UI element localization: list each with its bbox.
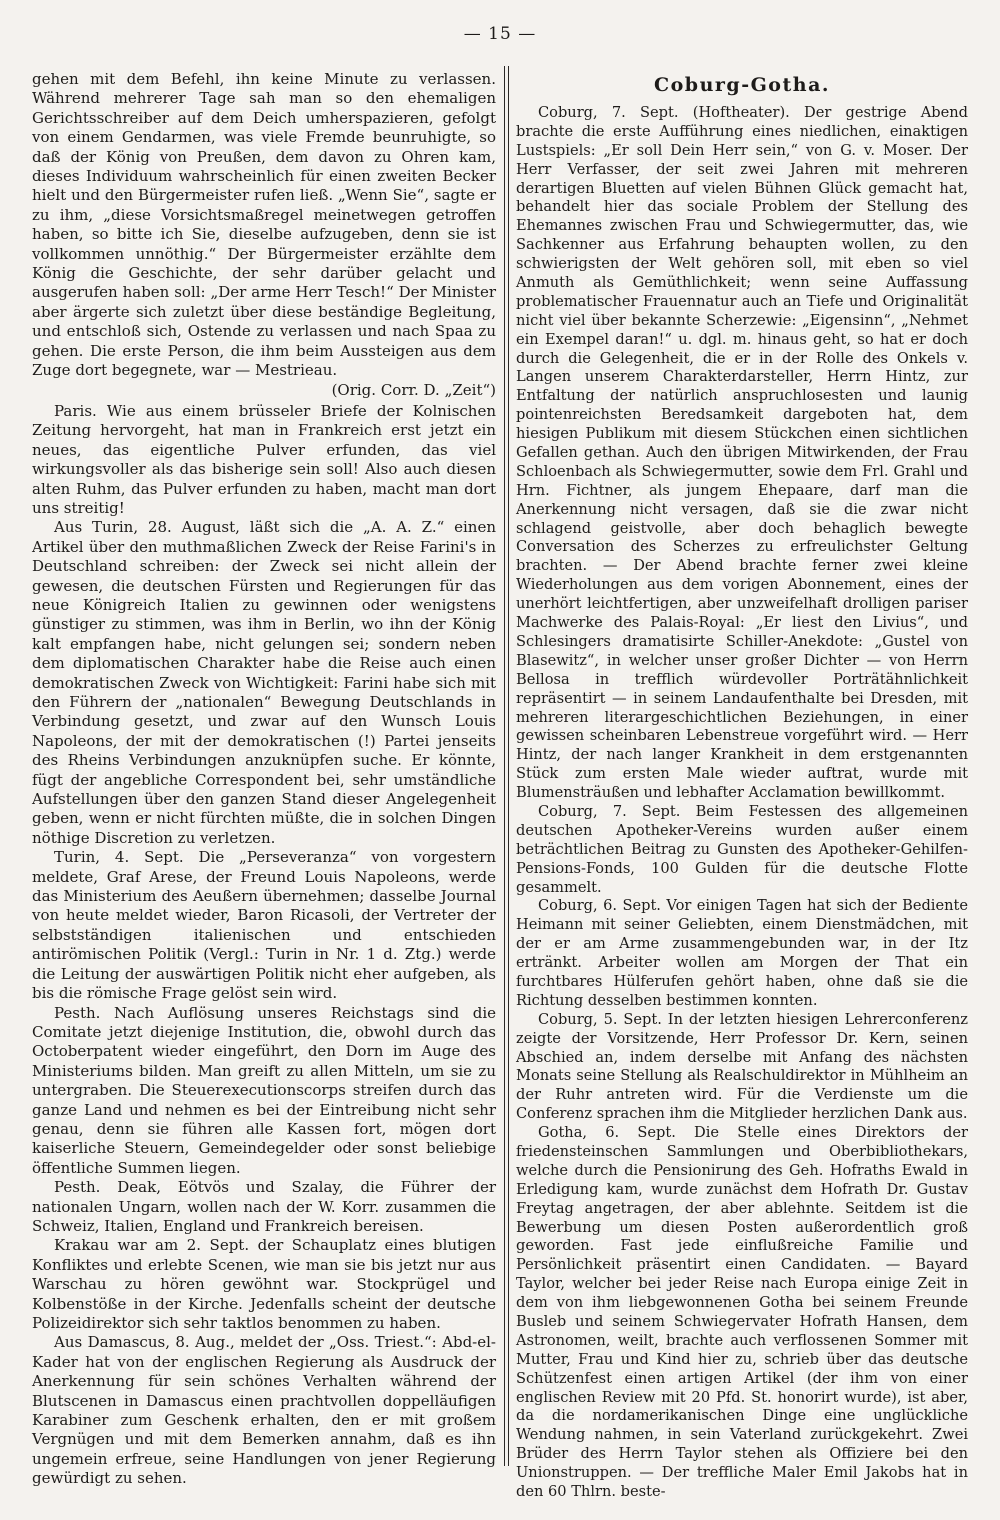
column-divider <box>504 66 505 1466</box>
article-paragraph: Pesth. Deak, Eötvös und Szalay, die Führer der nationalen Ungarn, wollen nach der W. Korr. zusammen die Schweiz, Italien, England und Frankreich bereisen. <box>32 1178 496 1235</box>
article-paragraph: Turin, 4. Sept. Die „Perseveranza“ von vorgestern meldete, Graf Arese, der Freund Louis Napoleons, werde das Ministerium des Aeußern übernehmen; dasselbe Journal von heute meldet wieder, Baron Ricasoli, der Vertreter der selbstständigen italienischen und entschieden antirömischen Politik (Vergl.: Turin in Nr. 1 d. Ztg.) werde die Leitung der auswärtigen Politik nicht eher aufgeben, als bis die römische Frage gelöst sein wird. <box>32 848 496 1003</box>
article-paragraph: Coburg, 5. Sept. In der letzten hiesigen Lehrerconferenz zeigte der Vorsitzende, Herr Professor Dr. Kern, seinen Abschied an, indem derselbe mit Anfang des nächsten Monats seine Stellung als Realschuldirektor in Mühlheim an der Ruhr antreten wird. Für die Verdienste um die Conferenz sprachen ihm die Mitglieder herzlichen Dank aus. <box>516 1010 968 1123</box>
left-column <box>32 70 496 1489</box>
article-paragraph: Gotha, 6. Sept. Die Stelle eines Direktors der friedensteinschen Sammlungen und Oberbibliothekars, welche durch die Pensionirung des Geh. Hofraths Ewald in Erledigung kam, wurde zunächst dem Hofrath Dr. Gustav Freytag angetragen, der aber ablehnte. Seitdem ist die Bewerbung um diesen Posten außerordentlich groß geworden. Fast jede einflußreiche Familie und Persönlichkeit präsentirt einen Candidaten. — Bayard Taylor, welcher bei jeder Reise nach Europa einige Zeit in dem von ihm liebgewonnenen Gotha bei seinem Freunde Busleb und seinem Schwiegervater Hofrath Hansen, dem Astronomen, weilt, brachte auch verflossenen Sommer mit Mutter, Frau und Kind hier zu, schrieb über das deutsche Schützenfest einen artigen Artikel (der ihm von einer englischen Review mit 20 Pfd. St. honorirt wurde), ist aber, da die nordamerikanischen Dinge eine unglückliche Wendung nahmen, in sein Vaterland zurückgekehrt. Zwei Brüder des Herrn Taylor stehen als Offiziere bei den Unionstruppen. — Der treffliche Maler Emil Jakobs hat in den 60 Thlrn. beste- <box>516 1124 968 1501</box>
article-paragraph: Aus Turin, 28. August, läßt sich die „A. A. Z.“ einen Artikel über den muthmaßlichen Zweck der Reise Farini's in Deutschland schreiben: der Zweck sei nicht allein der gewesen, die deutschen Fürsten und Regierungen für das neue Königreich Italien zu gewinnen oder wenigstens günstiger zu stimmen, was ihm in Berlin, wo ihn der König kalt empfangen habe, nicht gelungen sei; sondern neben dem diplomatischen Charakter habe die Reise auch einen demokratischen Zweck von Wichtigkeit: Farini habe sich mit den Führern der „nationalen“ Bewegung Deutschlands in Verbindung gesetzt, und zwar auf den Wunsch Louis Napoleons, der mit der demokratischen (!) Partei jenseits des Rheins Verbindungen anzuknüpfen suche. Er könnte, fügt der angebliche Correspondent bei, sehr umständliche Aufstellungen über den ganzen Stand dieser Angelegenheit geben, wenn er nicht fürchten müßte, die in solchen Dingen nöthige Discretion zu verletzen. <box>32 518 496 847</box>
article-paragraph: Coburg, 7. Sept. (Hoftheater). Der gestrige Abend brachte die erste Aufführung eines niedlichen, einaktigen Lustspiels: „Er soll Dein Herr sein,“ von G. v. Moser. Der Herr Verfasser, der seit zwei Jahren mit mehreren derartigen Bluetten auf vielen Bühnen Glück gemacht hat, behandelt hier das sociale Problem der Stellung des Ehemannes zwischen Frau und Schwiegermutter, das, wie Sachkenner aus Erfahrung behaupten wollen, zu den schwierigsten der Welt gehören soll, mit eben so viel Anmuth als Gemüthlichkeit; wenn seine Auffassung problematischer Frauennatur auch an Tiefe und Originalität nicht viel über bekannte Scherzewie: „Eigensinn“, „Nehmet ein Exempel daran!“ u. dgl. m. hinaus geht, so hat er doch durch die Gelegenheit, die er in der Rolle des Onkels v. Langen unserem Charakterdarsteller, Herrn Hintz, zur Entfaltung der natürlich anspruchlosesten und launig pointenreichsten Beredsamkeit dargeboten hat, dem hiesigen Publikum mit diesem Stückchen einen sichtlichen Gefallen gethan. Auch den übrigen Mitwirkenden, der Frau Schloenbach als Schwiegermutter, sowie dem Frl. Grahl und Hrn. Fichtner, als jungem Ehepaare, darf man die Anerkennung nicht versagen, daß sie die zwar nicht schlagend geistvolle, aber doch behaglich bewegte Conversation des Scherzes zu erfreulichster Geltung brachten. — Der Abend brachte ferner zwei kleine Wiederholungen aus dem vorigen Abonnement, eines der unerhört leichtfertigen, aber unzweifelhaft drolligen pariser Machwerke des Palais-Royal: „Er liest den Livius“, und Schlesingers dramatisirte Schiller-Anekdote: „Gustel von Blasewitz“, in welcher unser großer Dichter — von Herrn Bellosa in trefflich würdevoller Porträtähnlichkeit repräsentirt — in seinem Landaufenthalte bei Dresden, mit mehreren literargeschichtlichen Beziehungen, in einer gewissen scheinbaren Lebenstreue vorgeführt wird. — Herr Hintz, der nach langer Krankheit in dem erstgenannten Stück zum ersten Male wieder auftrat, wurde mit Blumensträußen und lebhafter Acclamation bewillkommt. <box>516 104 968 802</box>
article-paragraph: Coburg, 7. Sept. Beim Festessen des allgemeinen deutschen Apotheker-Vereins wurden außer einem beträchtlichen Beitrag zu Gunsten des Apotheker-Gehilfen-Pensions-Fonds, 100 Gulden für die deutsche Flotte gesammelt. <box>516 802 968 896</box>
article-paragraph: Aus Damascus, 8. Aug., meldet der „Oss. Triest.“: Abd-el-Kader hat von der englischen Regierung als Ausdruck der Anerkennung für sein schönes Verhalten während der Blutscenen in Damascus einen prachtvollen doppelläufigen Karabiner zum Geschenk erhalten, den er mit großem Vergnügen und mit dem Bemerken annahm, daß es ihn ungemein erfreue, seine Handlungen von jener Regierung gewürdigt zu sehen. <box>32 1333 496 1488</box>
article-paragraph: Pesth. Nach Auflösung unseres Reichstags sind die Comitate jetzt diejenige Institution, die, obwohl durch das Octoberpatent wieder eingeführt, den Dorn im Auge des Ministeriums bilden. Man greift zu allen Mitteln, um sie zu untergraben. Die Steuerexecutionscorps streifen durch das ganze Land und nehmen es bei der Eintreibung nicht sehr genau, denn sie führen alle Kassen fort, mögen dort kaiserliche Steuern, Gemeindegelder oder sonst beliebige öffentliche Summen liegen. <box>32 1003 496 1177</box>
article-source: (Orig. Corr. D. „Zeit“) <box>331 380 496 399</box>
page-number: — 15 — <box>463 24 537 44</box>
section-heading: Coburg-Gotha. <box>654 74 830 96</box>
article-paragraph: Paris. Wie aus einem brüsseler Briefe der Kolnischen Zeitung hervorgeht, hat man in Frankreich erst jetzt ein neues, das eigentliche Pulver erfunden, das viel wirkungsvoller als das bisherige sein soll! Also auch diesen alten Ruhm, das Pulver erfunden zu haben, macht man dort uns streitig! <box>32 401 496 517</box>
article-paragraph: gehen mit dem Befehl, ihn keine Minute zu verlassen. Während mehrerer Tage sah man so den ehemaligen Gerichtsschreiber auf dem Deich umherspazieren, gefolgt von einem Gendarmen, was viele Fremde beunruhigte, so daß der König von Preußen, dem davon zu Ohren kam, dieses Individuum wahrscheinlich für einen zweiten Becker hielt und den Bürgermeister rufen ließ. „Wenn Sie“, sagte er zu ihm, „diese Vorsichtsmaßregel meinetwegen getroffen haben, so bitte ich Sie, dieselbe aufzugeben, denn sie ist vollkommen unnöthig.“ Der Bürgermeister erzählte dem König die Geschichte, der sehr darüber gelacht und ausgerufen haben soll: „Der arme Herr Tesch!“ Der Minister aber ärgerte sich zuletzt über diese beständige Begleitung, und entschloß sich, Ostende zu verlassen und nach Spaa zu gehen. Die erste Person, die ihm beim Aussteigen aus dem Zuge dort begegnete, war — Mestrieau. <box>32 70 496 380</box>
right-column <box>516 70 968 1502</box>
article-paragraph: Krakau war am 2. Sept. der Schauplatz eines blutigen Konfliktes und erlebte Scenen, wie man sie bis jetzt nur aus Warschau zu hören gewöhnt war. Stockprügel und Kolbenstöße in der Kirche. Jedenfalls scheint der deutsche Polizeidirektor sich sehr taktlos benommen zu haben. <box>32 1236 496 1332</box>
column-divider <box>508 66 509 1466</box>
article-paragraph: Coburg, 6. Sept. Vor einigen Tagen hat sich der Bediente Heimann mit seiner Geliebten, einem Dienstmädchen, mit der er am Arme zusammengebunden war, in der Itz ertränkt. Arbeiter wollen am Morgen der That ein furchtbares Hülferufen gehört haben, ohne daß sie die Richtung desselben bestimmen konnten. <box>516 897 968 1009</box>
